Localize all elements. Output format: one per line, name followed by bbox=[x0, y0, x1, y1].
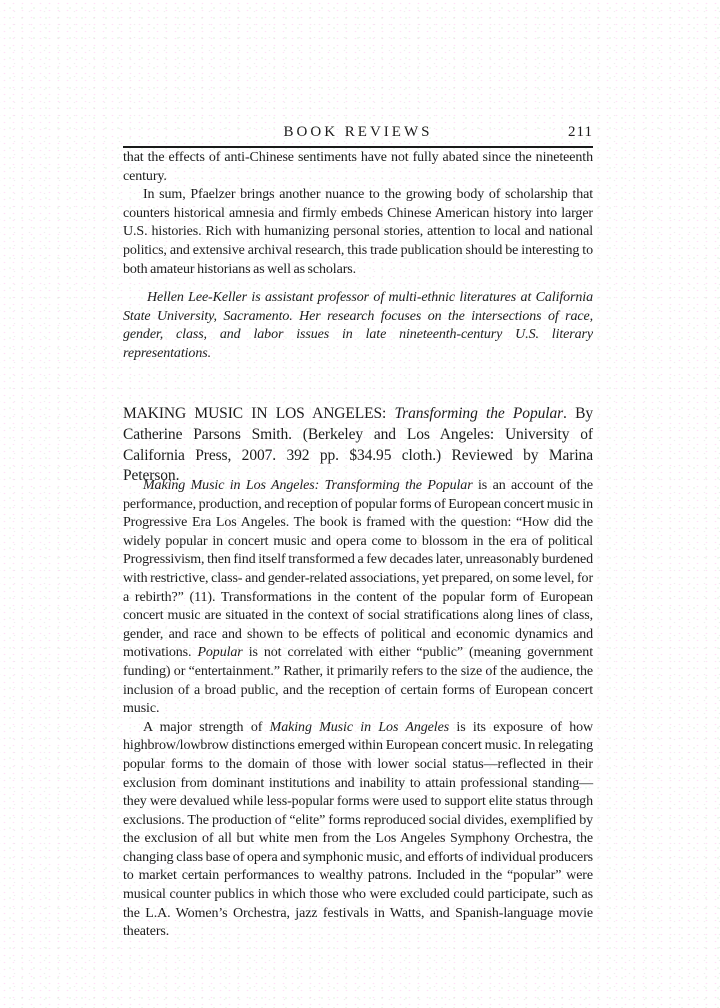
book-title-italic-2: Making Music in Los Angeles bbox=[269, 719, 450, 735]
paragraph1-text-b: is not correlated with either “public” (meaning government funding) or “entertainment.” Rather, it primarily refers to the size of the audience, the inclusion of a broad public, and the reception of certain forms of European concert music. bbox=[123, 645, 593, 717]
review-body bbox=[123, 477, 593, 942]
review-paragraph-2 bbox=[123, 719, 593, 942]
review-heading bbox=[123, 404, 593, 487]
book-title-italic: Making Music in Los Angeles: Transforming the Popular bbox=[143, 478, 473, 493]
closing-paragraph: In sum, Pfaelzer brings another nuance to the growing body of scholarship that counters historical amnesia and firmly embeds Chinese American history into larger U.S. histories. Rich with humanizing personal stories, attention to local and national politics, and extensive archival research, this trade publication should be interesting to both amateur historians as well as scholars. bbox=[123, 187, 593, 277]
page-number: 211 bbox=[568, 124, 593, 140]
paragraph1-text-a: is an account of the performance, production, and reception of popular forms of European concert music in Progressive Era Los Angeles. The book is framed with the question: “How did the widely popular in concert music and opera come to blossom in the era of political Progressivism, then find itself transformed a few decades later, unreasonably burdened with restrictive, class- and gender-related associations, yet prepared, on some level, for a rebirth?” (11). Transformations in the content of the popular form of European concert music are situated in the context of social stratifications along lines of class, gender, and race and shown to be effects of political and economic dynamics and motivations. bbox=[123, 478, 594, 661]
paragraph2-text-b: is its exposure of how highbrow/lowbrow distinctions emerged within European concert music. In relegating popular forms to the domain of those with lower social status—reflected in their exclusion from dominant institutions and inability to attain professional standing—they were devalued while less-popular forms were used to support elite status through exclusions. The production of “elite” forms reproduced social divides, exemplified by the exclusion of all but white men from the Los Angeles Symphony Orchestra, the changing class base of opera and symphonic music, and efforts of individual producers to market certain performances to wealthy patrons. Included in the “popular” were musical counter publics in which those who were excluded could participate, such as the L.A. Women’s Orchestra, jazz festivals in Watts, and Spanish-language movie theaters. bbox=[123, 719, 593, 940]
pfaelzer-review-end bbox=[123, 149, 593, 279]
citation-text: . By Catherine Parsons Smith. (Berkeley and Los Angeles: University of California Press, 2007. 392 pp. $34.95 cloth.) Reviewed by Marina Peterson. bbox=[123, 405, 593, 485]
running-head bbox=[123, 123, 593, 148]
paragraph2-text-a: A major strength of bbox=[143, 719, 270, 735]
book-title-caps: MAKING MUSIC IN LOS ANGELES: bbox=[123, 405, 395, 422]
continuation-paragraph: that the effects of anti-Chinese sentiments have not fully abated since the nineteenth century. bbox=[123, 150, 593, 184]
popular-italic: Popular bbox=[197, 645, 243, 661]
review-heading-block bbox=[123, 404, 593, 487]
reviewer-bio: Hellen Lee-Keller is assistant professor of multi-ethnic literatures at California State University, Sacramento. Her research focuses on the intersections of race, gender, class, and labor issues in late nineteenth-century U.S. literary representations. bbox=[123, 290, 593, 361]
review-paragraph-1 bbox=[123, 477, 593, 719]
reviewer-bio-block bbox=[123, 289, 593, 363]
book-subtitle-italic: Transforming the Popular bbox=[394, 405, 564, 422]
running-head-title: BOOK REVIEWS bbox=[283, 124, 433, 140]
